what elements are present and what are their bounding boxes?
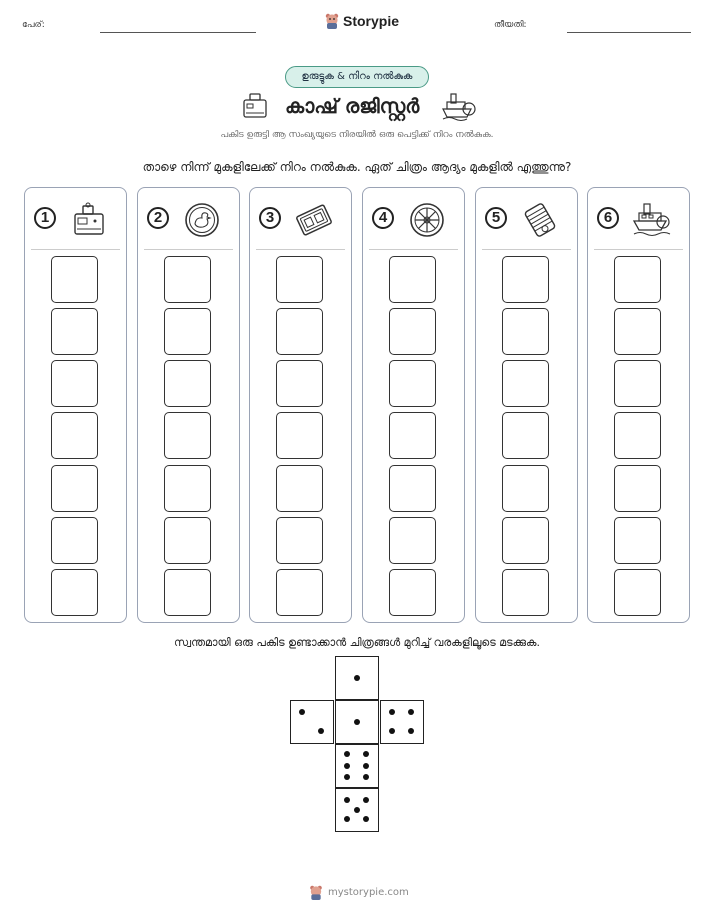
color-box[interactable]	[614, 256, 661, 303]
die-net	[290, 656, 424, 834]
die-instruction: സ്വന്തമായി ഒരു പകിട ഉണ്ടാക്കാൻ ചിത്രങ്ങൾ മുറിച്ച് വരകളിലൂടെ മടക്കുക.	[174, 636, 540, 649]
color-box[interactable]	[276, 256, 323, 303]
color-box[interactable]	[51, 308, 98, 355]
column-divider	[369, 249, 458, 250]
column-number: 3	[259, 207, 281, 229]
die-pip	[354, 675, 360, 681]
color-box[interactable]	[164, 517, 211, 564]
page-title: കാഷ് രജിസ്റ്റർ	[285, 94, 420, 118]
color-box[interactable]	[502, 569, 549, 616]
die-pip	[354, 719, 360, 725]
brand-name: Storypie	[343, 13, 400, 29]
die-pip	[408, 728, 414, 734]
banknote-tray-icon	[294, 200, 334, 240]
color-box[interactable]	[164, 465, 211, 512]
color-box[interactable]	[276, 412, 323, 459]
steamboat-title-icon	[441, 91, 477, 121]
color-box[interactable]	[276, 308, 323, 355]
footer	[309, 885, 409, 900]
footer-url[interactable]: mystorypie.com	[328, 887, 409, 898]
die-pip	[363, 763, 369, 769]
column-2	[137, 187, 240, 623]
color-box[interactable]	[614, 412, 661, 459]
color-box[interactable]	[389, 256, 436, 303]
color-box[interactable]	[502, 517, 549, 564]
color-box[interactable]	[614, 360, 661, 407]
receipt-roll-icon	[520, 200, 560, 240]
die-face	[335, 656, 379, 700]
column-number: 1	[34, 207, 56, 229]
die-pip	[389, 709, 395, 715]
column-3	[249, 187, 352, 623]
die-face	[335, 744, 379, 788]
column-divider	[31, 249, 120, 250]
column-divider	[594, 249, 683, 250]
column-divider	[482, 249, 571, 250]
color-box[interactable]	[502, 360, 549, 407]
color-box[interactable]	[502, 465, 549, 512]
die-pip	[344, 763, 350, 769]
die-pip	[408, 709, 414, 715]
color-box[interactable]	[51, 360, 98, 407]
color-box[interactable]	[389, 465, 436, 512]
instruction-question: താഴെ നിന്ന് മുകളിലേക്ക് നിറം നൽകുക. ഏത് ചിത്രം ആദ്യം മുകളിൽ എത്തുന്നു?	[142, 160, 572, 174]
die-pip	[363, 797, 369, 803]
page-subtitle: പകിട ഉരുട്ടി ആ സംഖ്യയുടെ നിരയിൽ ഒരു പെട്ടിക്ക് നിറം നൽകുക.	[220, 130, 494, 140]
color-box[interactable]	[389, 412, 436, 459]
color-box[interactable]	[276, 569, 323, 616]
wheel-icon	[407, 200, 447, 240]
column-1	[24, 187, 127, 623]
activity-badge: ഉരുട്ടുക & നിറം നൽകുക	[285, 66, 429, 88]
brand-logo	[325, 13, 399, 29]
column-4	[362, 187, 465, 623]
column-5	[475, 187, 578, 623]
cash-register-title-icon	[241, 93, 269, 119]
color-box[interactable]	[614, 308, 661, 355]
die-pip	[318, 728, 324, 734]
color-box[interactable]	[502, 308, 549, 355]
die-face	[335, 700, 379, 744]
color-box[interactable]	[164, 569, 211, 616]
color-box[interactable]	[502, 256, 549, 303]
color-box[interactable]	[164, 360, 211, 407]
die-pip	[344, 797, 350, 803]
column-number: 6	[597, 207, 619, 229]
date-line[interactable]	[567, 32, 691, 33]
color-box[interactable]	[276, 517, 323, 564]
color-box[interactable]	[389, 308, 436, 355]
column-divider	[256, 249, 345, 250]
color-box[interactable]	[614, 465, 661, 512]
color-box[interactable]	[51, 256, 98, 303]
die-pip	[363, 751, 369, 757]
color-box[interactable]	[389, 360, 436, 407]
bear-icon	[325, 13, 339, 29]
die-pip	[363, 816, 369, 822]
die-face	[380, 700, 424, 744]
die-pip	[299, 709, 305, 715]
column-number: 4	[372, 207, 394, 229]
column-divider	[144, 249, 233, 250]
color-box[interactable]	[614, 569, 661, 616]
column-number: 5	[485, 207, 507, 229]
color-box[interactable]	[276, 465, 323, 512]
die-face	[290, 700, 334, 744]
steamboat-icon	[632, 200, 672, 240]
duck-coin-icon	[182, 200, 222, 240]
color-box[interactable]	[164, 412, 211, 459]
color-box[interactable]	[164, 256, 211, 303]
column-number: 2	[147, 207, 169, 229]
color-box[interactable]	[502, 412, 549, 459]
die-pip	[344, 774, 350, 780]
column-6	[587, 187, 690, 623]
die-pip	[344, 816, 350, 822]
die-pip	[363, 774, 369, 780]
color-box[interactable]	[276, 360, 323, 407]
bear-icon	[309, 885, 323, 900]
color-box[interactable]	[614, 517, 661, 564]
cash-register-icon	[69, 200, 109, 240]
name-line[interactable]	[100, 32, 256, 33]
color-box[interactable]	[51, 465, 98, 512]
date-label: തീയതി:	[494, 20, 527, 30]
die-pip	[389, 728, 395, 734]
color-box[interactable]	[164, 308, 211, 355]
die-pip	[344, 751, 350, 757]
color-box[interactable]	[389, 517, 436, 564]
die-face	[335, 788, 379, 832]
color-box[interactable]	[51, 412, 98, 459]
die-pip	[354, 807, 360, 813]
color-box[interactable]	[389, 569, 436, 616]
color-box[interactable]	[51, 517, 98, 564]
color-box[interactable]	[51, 569, 98, 616]
name-label: പേര്:	[22, 20, 45, 30]
